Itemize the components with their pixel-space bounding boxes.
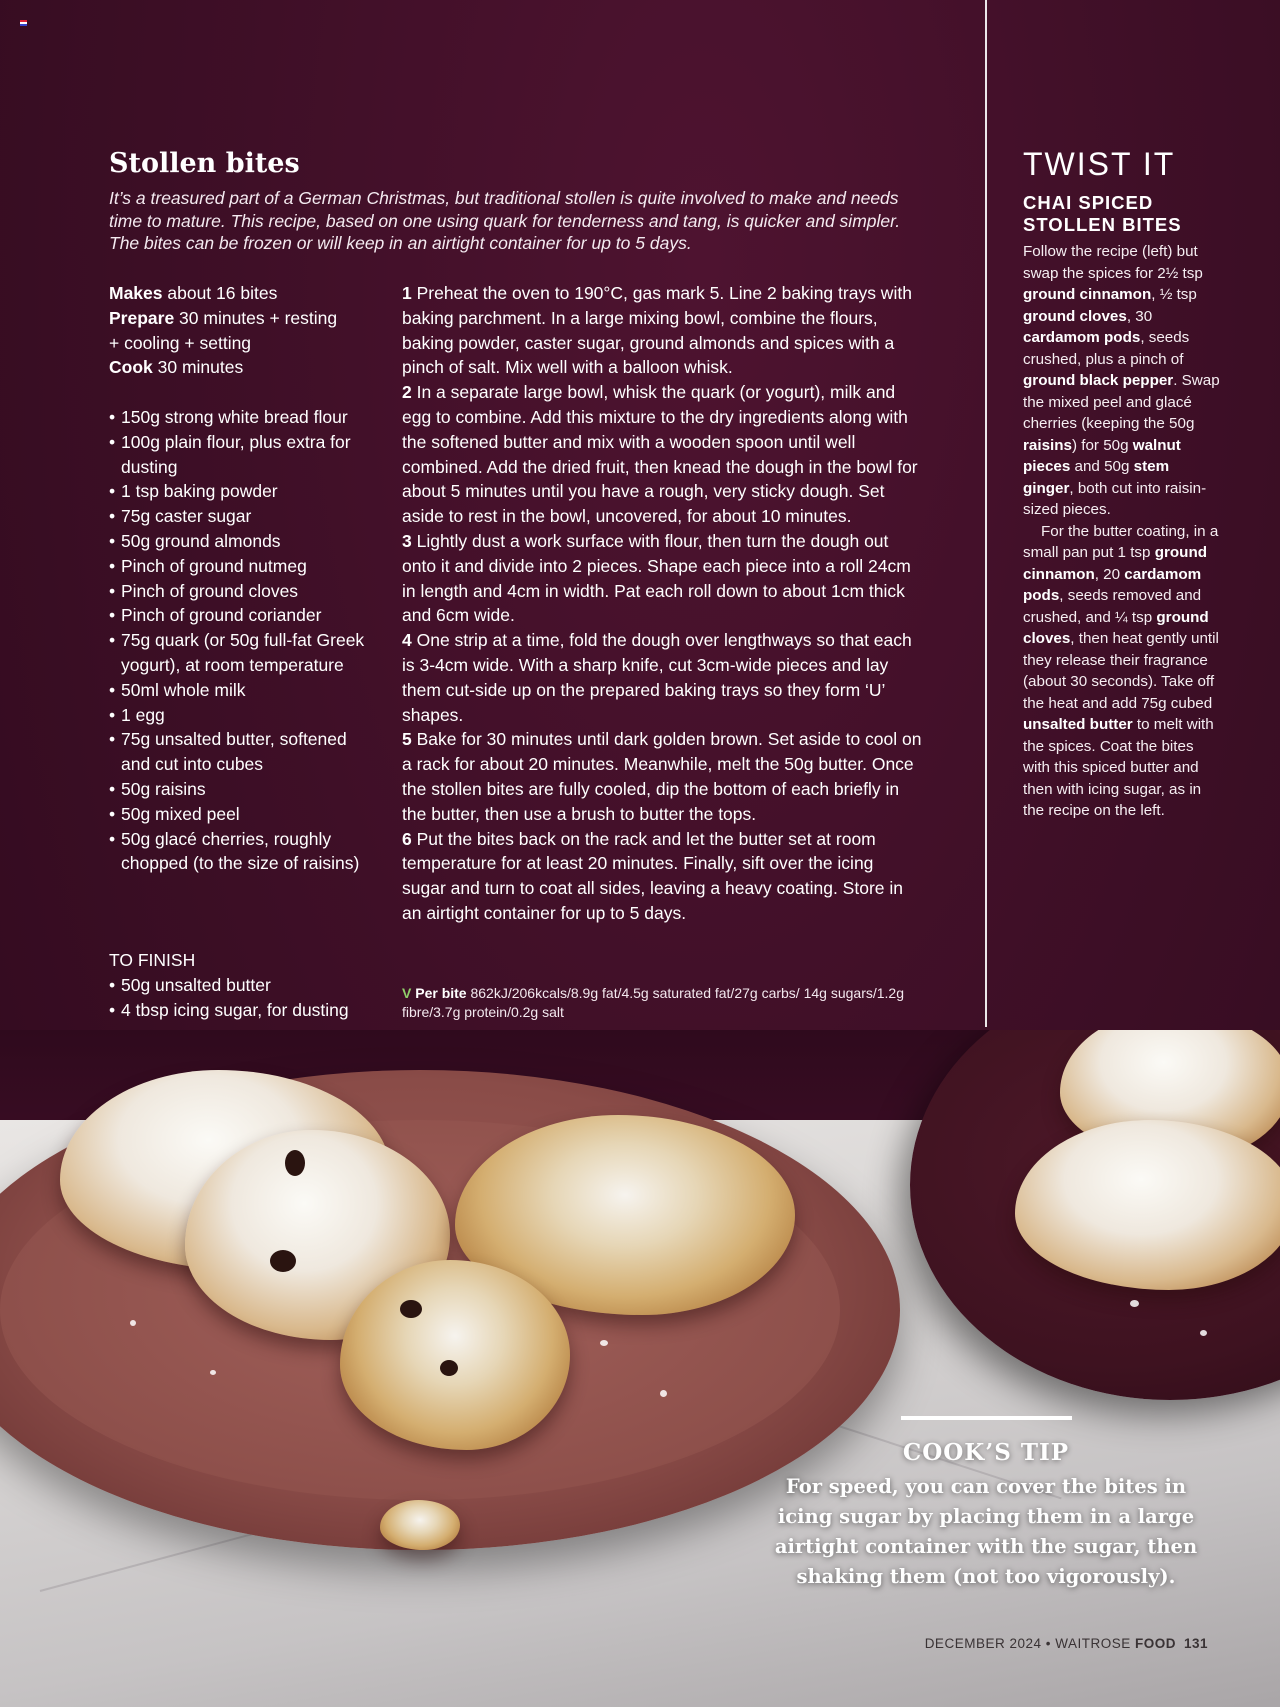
ingredient-item: • 50g raisins xyxy=(109,777,379,802)
footer-brand: FOOD xyxy=(1134,1636,1176,1651)
page-footer xyxy=(925,1636,1208,1651)
stollen-bite-broken xyxy=(340,1260,570,1450)
step-text: In a separate large bowl, whisk the quark (or yogurt), milk and egg to combine. Add this mixture to the dry ingredients along with the softened butter and mix with a wooden spoon until well combined. Add the dried fruit, then knead the dough in the bowl for about 5 minutes until you have a rough, very sticky dough. Set aside to rest in the bowl, uncovered, for about 10 minutes. xyxy=(402,382,918,527)
method-step xyxy=(402,281,922,380)
column-divider xyxy=(985,0,987,1027)
step-text: Preheat the oven to 190°C, gas mark 5. Line 2 baking trays with baking parchment. In a large mixing bowl, combine the flours, baking powder, caster sugar, ground almonds and spices with a pinch of salt. Mix well with a balloon whisk. xyxy=(402,283,912,378)
page-number: 131 xyxy=(1183,1636,1208,1651)
ingredient-item: • 50g mixed peel xyxy=(109,802,379,827)
ingredient-item: • 100g plain flour, plus extra for dusting xyxy=(109,430,379,480)
to-finish-list xyxy=(109,973,349,1023)
cooks-tip-body: For speed, you can cover the bites in icing sugar by placing them in a large airtight container with the sugar, then shaking them (not too vigorously). xyxy=(774,1475,1198,1588)
step-number: 4 xyxy=(402,630,412,651)
method-step xyxy=(402,827,922,926)
step-number: 6 xyxy=(402,828,412,849)
step-text: Put the bites back on the rack and let the butter set at room temperature for at least 20 minutes. Finally, sift over the icing sugar and turn to coat all sides, leaving a heavy coating. Store in an airtight container for up to 5 days. xyxy=(402,828,903,923)
ingredient-item: • 1 tsp baking powder xyxy=(109,479,379,504)
nutrition-values: 862kJ/206kcals/8.9g fat/4.5g saturated fat/27g carbs/ 14g sugars/1.2g fibre/3.7g protein/0.2g salt xyxy=(402,985,904,1020)
ingredient-list xyxy=(109,405,379,876)
twist-it-heading: TWIST IT xyxy=(1023,146,1176,182)
recipe-meta xyxy=(109,281,379,380)
ingredient-item: • 50g ground almonds xyxy=(109,529,379,554)
cooks-tip-heading: COOK’S TIP xyxy=(902,1439,1070,1466)
ingredient-item: • Pinch of ground coriander xyxy=(109,603,379,628)
ingredient-item: • 1 egg xyxy=(109,703,379,728)
ingredient-item: • Pinch of ground nutmeg xyxy=(109,554,379,579)
stollen-bite xyxy=(1015,1120,1280,1290)
step-number: 1 xyxy=(402,283,412,303)
language-flag-icon[interactable] xyxy=(20,20,27,26)
twist-it-subtitle: CHAI SPICED STOLLEN BITES xyxy=(1023,192,1182,235)
twist-it-body: Follow the recipe (left) but swap the spices for 2½ tsp ground cinnamon, ½ tsp ground cloves, 30 cardamom pods, seeds crushed, plus a pinch of ground black pepper. Swap the mixed peel and glacé cherries (keeping the 50g raisins) for 50g walnut pieces and 50g stem ginger, both cut into raisin-sized pieces. For the butter coating, in a small pan put 1 tsp ground cinnamon, 20 cardamom pods, seeds removed and crushed, and ¼ tsp ground cloves, then heat gently until they release their fragrance (about 30 seconds). Take off the heat and add 75g cubed unsalted butter to melt with the spices. Coat the bites with this spiced butter and then with icing sugar, as in the recipe on the left. xyxy=(1023,243,1220,819)
method-step xyxy=(402,727,922,826)
step-text: Bake for 30 minutes until dark golden brown. Set aside to cool on a rack for about 20 minutes. Meanwhile, melt the 50g butter. Once the stollen bites are fully cooled, dip the bottom of each briefly in the butter, then use a brush to butter the tops. xyxy=(402,729,922,824)
method-step xyxy=(402,529,922,628)
method-step xyxy=(402,628,922,727)
prepare-value: 30 minutes + resting xyxy=(174,307,338,328)
ingredient-item: • Pinch of ground cloves xyxy=(109,579,379,604)
method-steps xyxy=(402,281,922,926)
finish-item: • 4 tbsp icing sugar, for dusting xyxy=(109,998,349,1023)
makes-value: about 16 bites xyxy=(162,283,278,303)
cook-label: Cook xyxy=(109,357,153,378)
ingredient-item: • 75g caster sugar xyxy=(109,504,379,529)
recipe-title: Stollen bites xyxy=(109,148,300,179)
ingredient-item: • 50g glacé cherries, roughly chopped (to the size of raisins) xyxy=(109,827,379,877)
tip-rule xyxy=(901,1416,1072,1420)
ingredient-item: • 50ml whole milk xyxy=(109,678,379,703)
finish-item: • 50g unsalted butter xyxy=(109,973,349,998)
prepare-value-cont: + cooling + setting xyxy=(109,332,252,353)
method-step xyxy=(402,380,922,529)
step-number: 5 xyxy=(402,729,412,750)
nutrition-info xyxy=(402,984,922,1022)
nutrition-label: Per bite xyxy=(415,985,467,1001)
ingredient-item: • 75g unsalted butter, softened and cut into cubes xyxy=(109,727,379,777)
step-number: 3 xyxy=(402,530,412,551)
to-finish-heading: TO FINISH xyxy=(109,950,196,970)
step-text: One strip at a time, fold the dough over lengthways so that each is 3-4cm wide. With a sharp knife, cut 3cm-wide pieces and lay them cut-side up on the prepared baking trays so they form ‘U’ shapes. xyxy=(402,630,912,725)
makes-label: Makes xyxy=(109,283,163,303)
footer-issue: DECEMBER 2024 • WAITROSE xyxy=(924,1636,1135,1651)
ingredient-item: • 150g strong white bread flour xyxy=(109,405,379,430)
cook-value: 30 minutes xyxy=(152,357,244,378)
step-text: Lightly dust a work surface with flour, then turn the dough out onto it and divide into 2 pieces. Shape each piece into a roll 24cm in length and 4cm in width. Pat each roll down to about 1cm thick and 6cm wide. xyxy=(402,530,911,626)
vegetarian-icon: V xyxy=(402,985,412,1001)
recipe-intro: It’s a treasured part of a German Christmas, but traditional stollen is quite involved to make and needs time to mature. This recipe, based on one using quark for tenderness and tang, is quicker and simpler. The bites can be frozen or will keep in an airtight container for up to 5 days. xyxy=(109,188,901,253)
crumb xyxy=(380,1500,460,1550)
step-number: 2 xyxy=(402,382,412,403)
prepare-label: Prepare xyxy=(109,307,175,328)
food-photo xyxy=(0,1030,1280,1707)
ingredient-item: • 75g quark (or 50g full-fat Greek yogurt), at room temperature xyxy=(109,628,379,678)
